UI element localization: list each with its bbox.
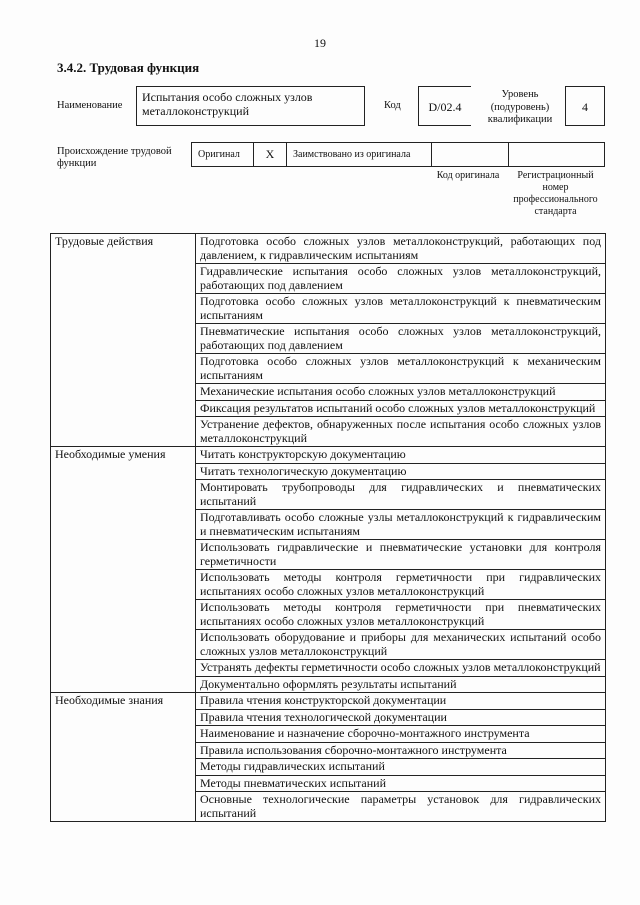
section-item: Механические испытания особо сложных узлов металлоконструкций	[196, 384, 606, 401]
section-title: Необходимые умения	[51, 447, 196, 693]
section-heading: 3.4.2. Трудовая функция	[57, 60, 200, 75]
table-row	[51, 447, 606, 464]
section-item: Гидравлические испытания особо сложных узлов металлоконструкций, работающих под давлением	[196, 264, 606, 294]
function-table	[50, 233, 606, 822]
section-item: Методы пневматических испытаний	[196, 775, 606, 792]
level-label: Уровень (подуровень) квалификации	[487, 89, 553, 125]
original-label: Оригинал	[191, 142, 253, 167]
section-item: Правила использования сборочно-монтажного инструмента	[196, 742, 606, 759]
section-item: Подготовка особо сложных узлов металлоконструкций, работающих под давлением, к гидравлическим испытаниям	[196, 234, 606, 264]
section-title: Необходимые знания	[51, 693, 196, 822]
original-mark: X	[253, 142, 286, 167]
section-item: Использовать методы контроля герметичности при пневматических испытаниях особо сложных узлов металлоконструкций	[196, 600, 606, 630]
name-value: Испытания особо сложных узлов металлоконструкций	[136, 86, 365, 126]
code-original-caption: Код оригинала	[436, 170, 500, 181]
section-item: Пневматические испытания особо сложных узлов металлоконструкций, работающих под давлением	[196, 324, 606, 354]
code-label: Код	[384, 100, 401, 111]
origin-label: Происхождение трудовой функции	[57, 146, 172, 169]
table-row	[51, 234, 606, 264]
section-item: Фиксация результатов испытаний особо сложных узлов металлоконструкций	[196, 400, 606, 417]
section-item: Правила чтения конструкторской документации	[196, 693, 606, 710]
page-number: 19	[314, 36, 326, 50]
section-item: Монтировать трубопроводы для гидравлических и пневматических испытаний	[196, 480, 606, 510]
section-item: Читать технологическую документацию	[196, 463, 606, 480]
section-title: Трудовые действия	[51, 234, 196, 447]
section-item: Устранять дефекты герметичности особо сложных узлов металлоконструкций	[196, 660, 606, 677]
origin-row	[191, 142, 605, 167]
section-item: Использовать оборудование и приборы для механических испытаний особо сложных узлов металлоконструкций	[196, 630, 606, 660]
section-item: Использовать гидравлические и пневматические установки для контроля герметичности	[196, 540, 606, 570]
name-label: Наименование	[57, 100, 123, 111]
section-item: Подготавливать особо сложные узлы металлоконструкций к гидравлическим и пневматическим испытаниям	[196, 510, 606, 540]
section-item: Читать конструкторскую документацию	[196, 447, 606, 464]
section-item: Методы гидравлических испытаний	[196, 759, 606, 776]
reg-number-caption: Регистрационный номер профессионального стандарта	[513, 170, 598, 217]
section-item: Документально оформлять результаты испытаний	[196, 676, 606, 693]
section-item: Устранение дефектов, обнаруженных после испытания особо сложных узлов металлоконструкций	[196, 417, 606, 447]
code-value: D/02.4	[418, 86, 471, 126]
section-item: Использовать методы контроля герметичности при гидравлических испытаниях особо сложных узлов металлоконструкций	[196, 570, 606, 600]
code-original-cell	[431, 142, 508, 167]
level-value: 4	[565, 86, 605, 126]
section-item: Подготовка особо сложных узлов металлоконструкций к пневматическим испытаниям	[196, 294, 606, 324]
section-item: Основные технологические параметры установок для гидравлических испытаний	[196, 792, 606, 822]
section-item: Правила чтения технологической документации	[196, 709, 606, 726]
table-row	[51, 693, 606, 710]
borrowed-label: Заимствовано из оригинала	[286, 142, 431, 167]
reg-number-cell	[508, 142, 605, 167]
section-item: Подготовка особо сложных узлов металлоконструкций к механическим испытаниям	[196, 354, 606, 384]
section-item: Наименование и назначение сборочно-монтажного инструмента	[196, 726, 606, 743]
